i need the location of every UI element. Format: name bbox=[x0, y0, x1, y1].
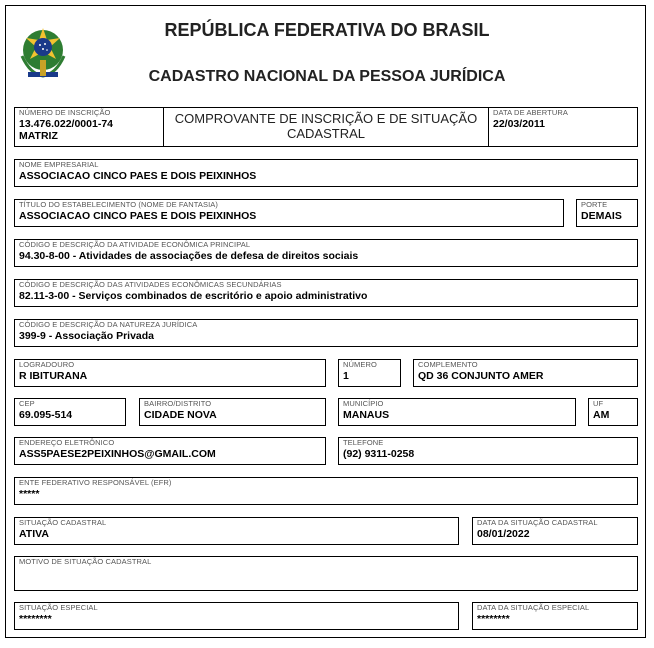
data-situacao-especial-label: DATA DA SITUAÇÃO ESPECIAL bbox=[477, 603, 590, 612]
nome-empresarial-value: ASSOCIACAO CINCO PAES E DOIS PEIXINHOS bbox=[19, 170, 257, 182]
data-situacao-especial-value: ******** bbox=[477, 613, 510, 625]
data-situacao-box bbox=[472, 517, 638, 545]
motivo-label: MOTIVO DE SITUAÇÃO CADASTRAL bbox=[19, 557, 152, 566]
uf-label: UF bbox=[593, 399, 604, 408]
data-situacao-especial-box bbox=[472, 602, 638, 630]
inscricao-value: 13.476.022/0001-74 bbox=[19, 118, 114, 130]
atividade-principal-box bbox=[14, 239, 638, 267]
telefone-value: (92) 9311-0258 bbox=[343, 448, 415, 460]
fantasia-value: ASSOCIACAO CINCO PAES E DOIS PEIXINHOS bbox=[19, 210, 257, 222]
logradouro-box bbox=[14, 359, 326, 387]
comprovante-box bbox=[163, 107, 489, 147]
logradouro-value: R IBITURANA bbox=[19, 370, 88, 382]
situacao-especial-value: ******** bbox=[19, 613, 52, 625]
numero-box bbox=[338, 359, 401, 387]
abertura-box bbox=[488, 107, 638, 147]
numero-label: NÚMERO bbox=[343, 360, 377, 369]
uf-value: AM bbox=[593, 409, 610, 421]
atividades-secundarias-value: 82.11-3-00 - Serviços combinados de escritório e apoio administrativo bbox=[19, 290, 368, 302]
email-label: ENDEREÇO ELETRÔNICO bbox=[19, 438, 115, 447]
cep-value: 69.095-514 bbox=[19, 409, 73, 421]
efr-value: ***** bbox=[19, 488, 40, 500]
natureza-juridica-box bbox=[14, 319, 638, 347]
atividades-secundarias-box bbox=[14, 279, 638, 307]
inscricao-label: NÚMERO DE INSCRIÇÃO bbox=[19, 108, 111, 117]
email-value: ASS5PAESE2PEIXINHOS@GMAIL.COM bbox=[19, 448, 216, 460]
complemento-box bbox=[413, 359, 638, 387]
motivo-box bbox=[14, 556, 638, 591]
complemento-value: QD 36 CONJUNTO AMER bbox=[418, 370, 544, 382]
municipio-value: MANAUS bbox=[343, 409, 390, 421]
complemento-label: COMPLEMENTO bbox=[418, 360, 478, 369]
efr-label: ENTE FEDERATIVO RESPONSÁVEL (EFR) bbox=[19, 478, 172, 487]
situacao-value: ATIVA bbox=[19, 528, 49, 540]
header-subtitle: CADASTRO NACIONAL DA PESSOA JURÍDICA bbox=[148, 68, 506, 85]
numero-value: 1 bbox=[343, 370, 349, 382]
nome-empresarial-label: NOME EMPRESARIAL bbox=[19, 160, 99, 169]
data-situacao-value: 08/01/2022 bbox=[477, 528, 530, 540]
cep-label: CEP bbox=[19, 399, 35, 408]
porte-box bbox=[576, 199, 638, 227]
porte-label: PORTE bbox=[581, 200, 608, 209]
cep-box bbox=[14, 398, 126, 426]
atividade-principal-value: 94.30-8-00 - Atividades de associações de defesa de direitos sociais bbox=[19, 250, 359, 262]
comprovante-title-line2: CADASTRAL bbox=[286, 126, 366, 141]
atividades-secundarias-label: CÓDIGO E DESCRIÇÃO DAS ATIVIDADES ECONÔMICAS SECUNDÁRIAS bbox=[19, 280, 282, 289]
fantasia-label: TÍTULO DO ESTABELECIMENTO (NOME DE FANTASIA) bbox=[19, 200, 219, 209]
email-box bbox=[14, 437, 326, 465]
abertura-value: 22/03/2011 bbox=[493, 118, 545, 130]
comprovante-title-line1: COMPROVANTE DE INSCRIÇÃO E DE SITUAÇÃO bbox=[174, 111, 478, 126]
abertura-label: DATA DE ABERTURA bbox=[493, 108, 568, 117]
bairro-label: BAIRRO/DISTRITO bbox=[144, 399, 212, 408]
situacao-box bbox=[14, 517, 459, 545]
situacao-especial-box bbox=[14, 602, 459, 630]
nome-empresarial-box bbox=[14, 159, 638, 187]
bairro-box bbox=[139, 398, 326, 426]
inscricao-tipo: MATRIZ bbox=[19, 130, 58, 142]
natureza-juridica-value: 399-9 - Associação Privada bbox=[19, 330, 155, 342]
natureza-juridica-label: CÓDIGO E DESCRIÇÃO DA NATUREZA JURÍDICA bbox=[19, 320, 198, 329]
uf-box bbox=[588, 398, 638, 426]
fantasia-box bbox=[14, 199, 564, 227]
situacao-especial-label: SITUAÇÃO ESPECIAL bbox=[19, 603, 98, 612]
efr-box bbox=[14, 477, 638, 505]
municipio-label: MUNICÍPIO bbox=[343, 399, 384, 408]
telefone-box bbox=[338, 437, 638, 465]
logradouro-label: LOGRADOURO bbox=[19, 360, 75, 369]
municipio-box bbox=[338, 398, 576, 426]
telefone-label: TELEFONE bbox=[343, 438, 384, 447]
situacao-label: SITUAÇÃO CADASTRAL bbox=[19, 518, 107, 527]
data-situacao-label: DATA DA SITUAÇÃO CADASTRAL bbox=[477, 518, 598, 527]
inscricao-box bbox=[14, 107, 164, 147]
header-title: REPÚBLICA FEDERATIVA DO BRASIL bbox=[164, 20, 490, 40]
atividade-principal-label: CÓDIGO E DESCRIÇÃO DA ATIVIDADE ECONÔMICA PRINCIPAL bbox=[19, 240, 251, 249]
porte-value: DEMAIS bbox=[581, 210, 622, 222]
bairro-value: CIDADE NOVA bbox=[144, 409, 217, 421]
